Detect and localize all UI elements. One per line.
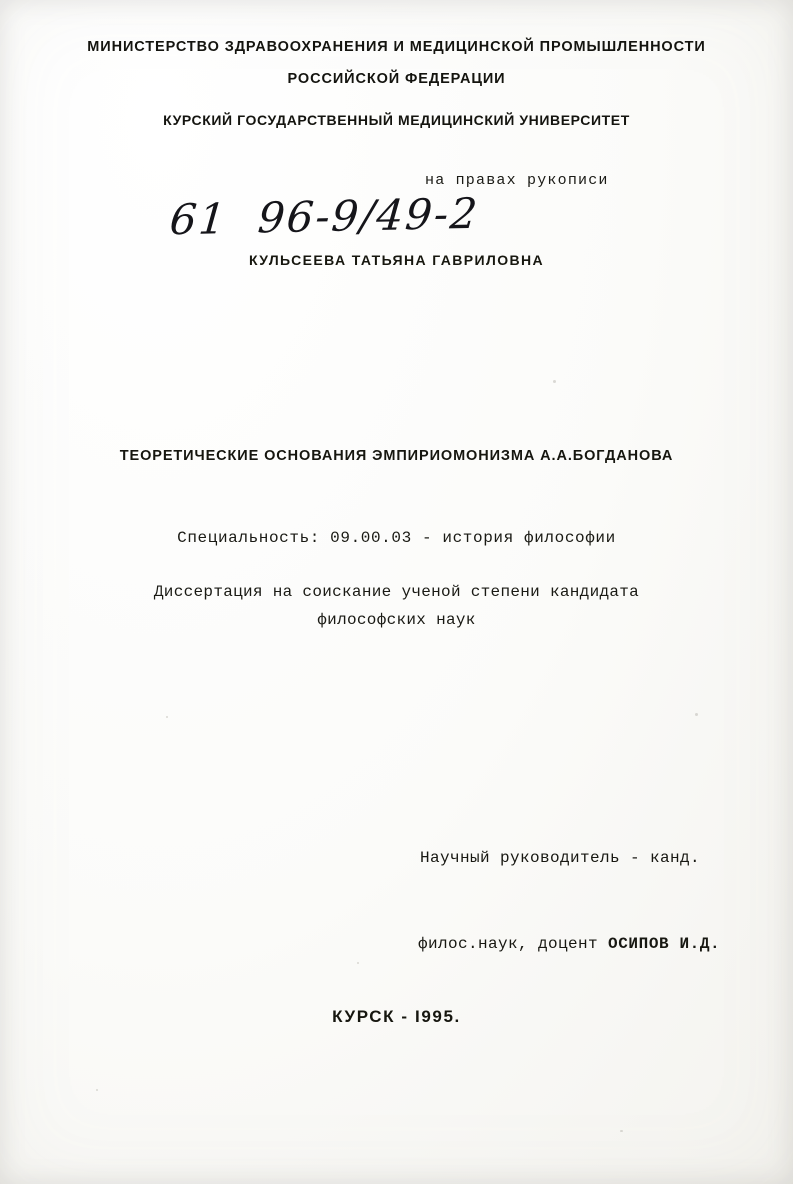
degree-line-1: Диссертация на соискание ученой степени кандидата — [153, 583, 640, 601]
scan-speck — [695, 713, 698, 716]
scan-speck — [553, 380, 556, 383]
supervisor-degree-prefix: филос.наук, доцент — [418, 934, 609, 953]
speciality-line: Специальность: 09.00.03 - история философии — [177, 529, 616, 547]
city-and-year: КУРСК - I995. — [332, 1007, 461, 1026]
call-number-text: 61 96-9/49-2 — [168, 188, 482, 245]
organization-block — [0, 40, 793, 127]
supervisor-name: ОСИПОВ И.Д. — [608, 934, 721, 953]
supervisor-block — [420, 786, 720, 1016]
ministry-line-2: РОССИЙСКОЙ ФЕДЕРАЦИИ — [287, 70, 506, 87]
degree-line-2: философских наук — [317, 611, 476, 629]
university-name: КУРСКИЙ ГОСУДАРСТВЕННЫЙ МЕДИЦИНСКИЙ УНИВЕРСИТЕТ — [163, 112, 630, 128]
scan-speck — [166, 716, 168, 718]
degree-block — [0, 578, 793, 634]
scan-speck — [357, 962, 359, 964]
manuscript-rights-note: на правах рукописи — [425, 172, 609, 189]
author-name: КУЛЬСЕЕВА ТАТЬЯНА ГАВРИЛОВНА — [248, 252, 545, 268]
dissertation-title: ТЕОРЕТИЧЕСКИЕ ОСНОВАНИЯ ЭМПИРИОМОНИЗМА А.А.БОГДАНОВА — [119, 448, 674, 464]
scan-speck — [96, 1089, 98, 1091]
supervisor-line-2 — [418, 930, 720, 959]
handwritten-call-number — [77, 140, 481, 295]
ministry-line-1: МИНИСТЕРСТВО ЗДРАВООХРАНЕНИЯ И МЕДИЦИНСКОЙ ПРОМЫШЛЕННОСТИ — [87, 39, 706, 55]
supervisor-line-1: Научный руководитель - канд. — [420, 848, 701, 867]
scan-speck — [620, 1130, 623, 1132]
